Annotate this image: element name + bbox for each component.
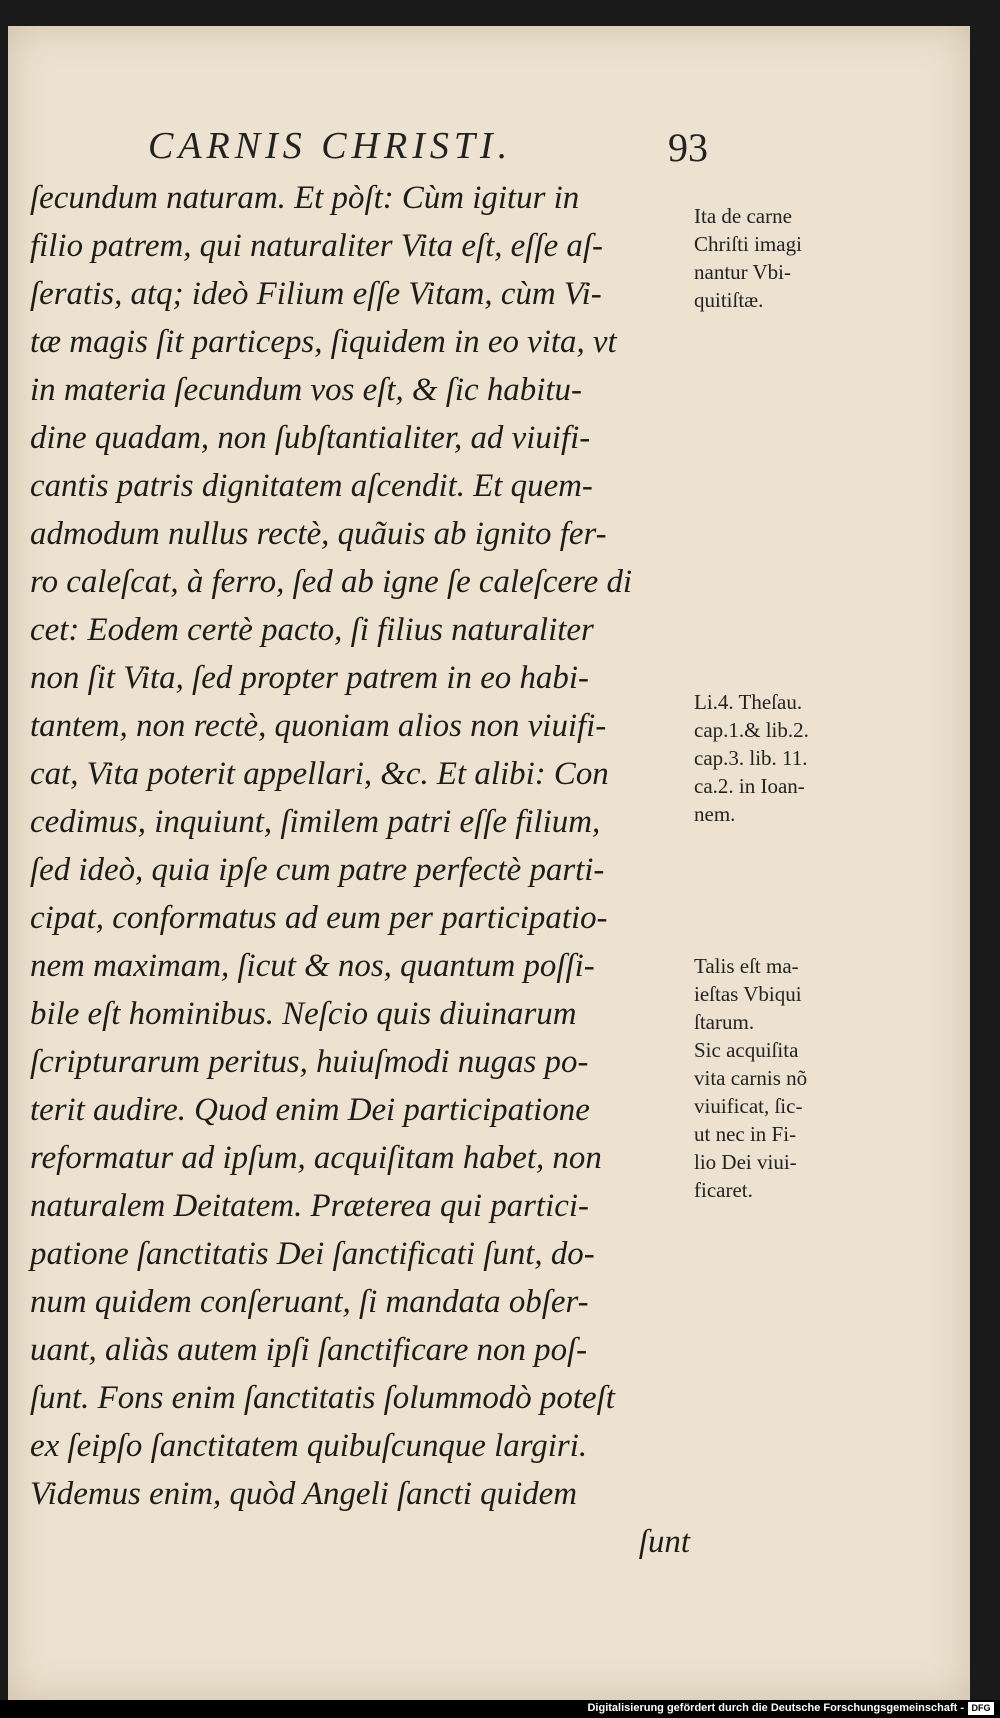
margin-note-line: viuificat, ſic- xyxy=(694,1094,803,1118)
text-line: uant, aliàs autem ipſi ſanctificare non poſ- xyxy=(30,1332,588,1368)
text-line: cantis patris dignitatem aſcendit. Et quem- xyxy=(30,468,593,504)
text-line: cet: Eodem certè pacto, ſi filius naturaliter xyxy=(30,612,594,648)
margin-note-line: ieſtas Vbiqui xyxy=(694,982,802,1006)
margin-note-line: Ita de carne xyxy=(694,204,792,228)
text-line: admodum nullus rectè, quãuis ab ignito fer- xyxy=(30,516,607,552)
text-line: tantem, non rectè, quoniam alios non viuifi- xyxy=(30,708,607,744)
margin-note-line: lio Dei viui- xyxy=(694,1150,797,1174)
text-line: num quidem conſeruant, ſi mandata obſer- xyxy=(30,1284,589,1320)
text-line: patione ſanctitatis Dei ſanctificati ſunt, do- xyxy=(30,1236,595,1272)
text-line: in materia ſecundum vos eſt, & ſic habitu- xyxy=(30,372,582,408)
margin-note-line: quitiſtæ. xyxy=(694,288,764,312)
text-line: Videmus enim, quòd Angeli ſancti quidem xyxy=(30,1476,578,1512)
running-title: CARNIS CHRISTI. xyxy=(148,125,513,167)
text-line: ſcripturarum peritus, huiuſmodi nugas po- xyxy=(30,1044,589,1080)
margin-note-line: nantur Vbi- xyxy=(694,260,792,284)
text-line: ſecundum naturam. Et pòſt: Cùm igitur in xyxy=(30,180,580,216)
text-line: reformatur ad ipſum, acquiſitam habet, non xyxy=(30,1140,602,1176)
text-line: ro caleſcat, à ferro, ſed ab igne ſe caleſcere di xyxy=(30,564,633,600)
page-header xyxy=(148,102,708,174)
margin-note-line: ficaret. xyxy=(694,1178,753,1202)
page-number: 93 xyxy=(668,125,708,170)
text-line: nem maximam, ſicut & nos, quantum poſſi- xyxy=(30,948,595,984)
text-line: cipat, conformatus ad eum per participatio- xyxy=(30,900,608,936)
margin-note-line: ca.2. in Ioan- xyxy=(694,774,805,798)
book-page xyxy=(8,26,970,1700)
margin-note-line: Chriſti imagi xyxy=(694,232,802,256)
margin-note-line: vita carnis nõ xyxy=(694,1066,808,1090)
text-line: cat, Vita poterit appellari, &c. Et alibi: Con xyxy=(30,756,609,792)
margin-note xyxy=(694,202,894,314)
text-line: ex ſeipſo ſanctitatem quibuſcunque largiri. xyxy=(30,1428,588,1464)
margin-note-line: Sic acquiſita xyxy=(694,1038,799,1062)
funding-credit: Digitalisierung gefördert durch die Deutsche Forschungsgemeinschaft - xyxy=(587,1702,964,1714)
margin-note xyxy=(694,688,894,828)
dfg-logo: DFG xyxy=(968,1702,994,1715)
catchword: ſunt xyxy=(638,1524,690,1560)
margin-note xyxy=(694,952,894,1204)
text-line: ſunt. Fons enim ſanctitatis ſolummodò poteſt xyxy=(30,1380,615,1416)
margin-note-line: Li.4. Theſau. xyxy=(694,690,803,714)
body-text xyxy=(30,174,690,1566)
margin-note-line: cap.1.& lib.2. xyxy=(694,718,809,742)
margin-note-line: Talis eſt ma- xyxy=(694,954,799,978)
text-line: bile eſt hominibus. Neſcio quis diuinarum xyxy=(30,996,577,1032)
text-line: dine quadam, non ſubſtantialiter, ad viuifi- xyxy=(30,420,591,456)
margin-note-line: ſtarum. xyxy=(694,1010,755,1034)
text-line: terit audire. Quod enim Dei participatione xyxy=(30,1092,590,1128)
text-line: non ſit Vita, ſed propter patrem in eo habi- xyxy=(30,660,589,696)
text-line: filio patrem, qui naturaliter Vita eſt, eſſe aſ- xyxy=(30,228,603,264)
margin-note-line: cap.3. lib. 11. xyxy=(694,746,808,770)
text-line: cedimus, inquiunt, ſimilem patri eſſe filium, xyxy=(30,804,601,840)
margin-note-line: ut nec in Fi- xyxy=(694,1122,797,1146)
margin-note-line: nem. xyxy=(694,802,736,826)
text-line: tæ magis ſit particeps, ſiquidem in eo vita, vt xyxy=(30,324,617,360)
text-line: ſeratis, atq; ideò Filium eſſe Vitam, cùm Vi- xyxy=(30,276,602,312)
text-line: ſed ideò, quia ipſe cum patre perfectè parti- xyxy=(30,852,605,888)
text-line: naturalem Deitatem. Præterea qui partici- xyxy=(30,1188,589,1224)
